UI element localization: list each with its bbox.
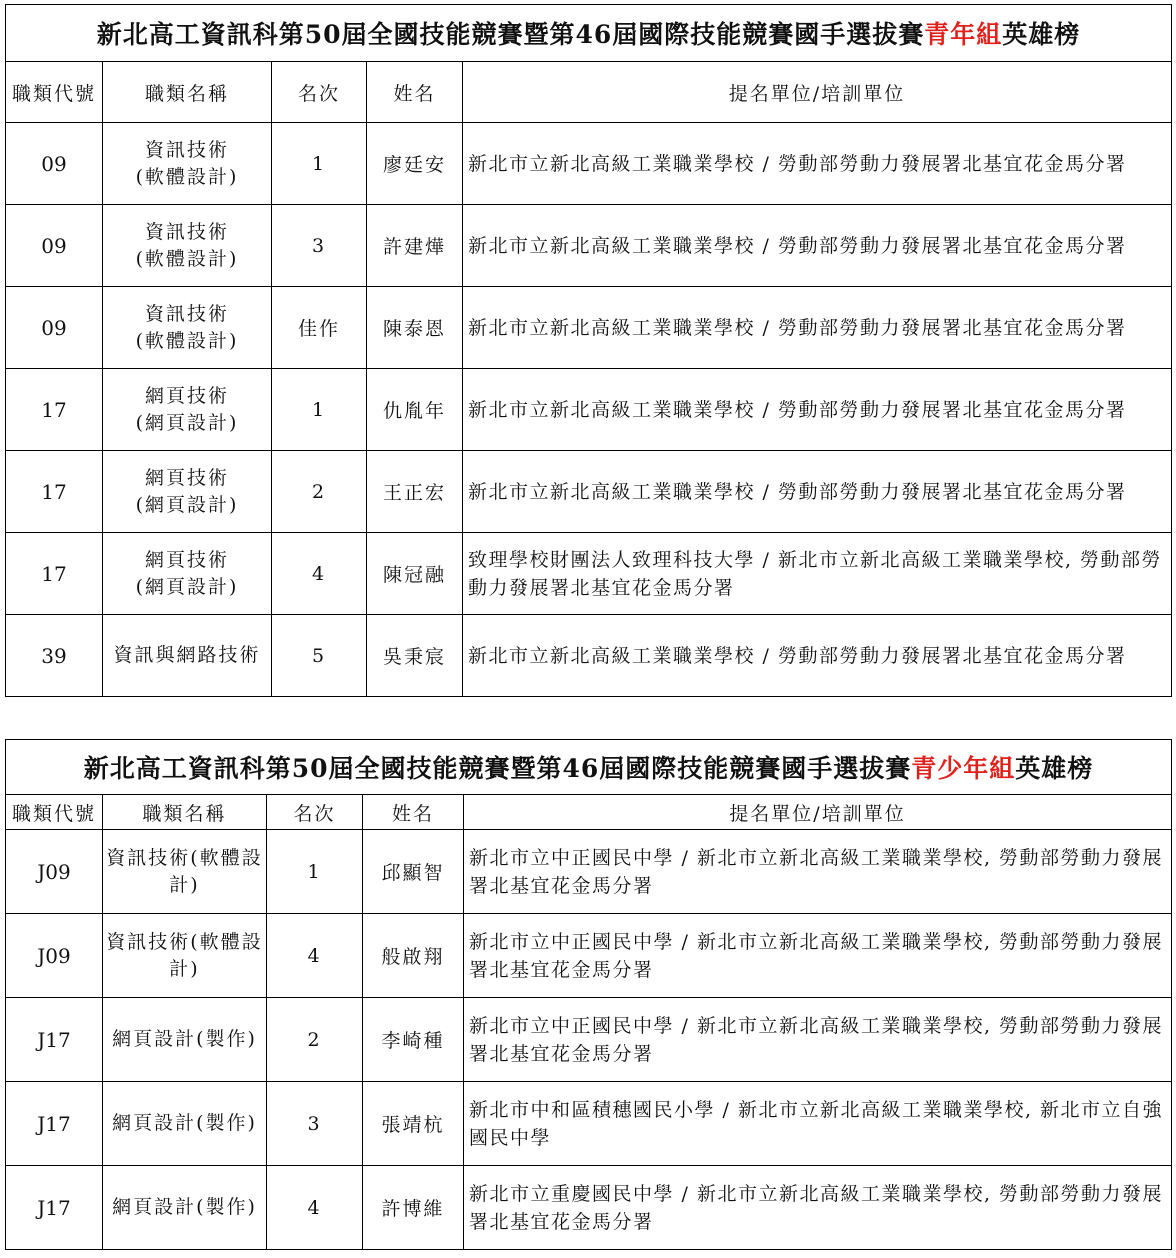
cell-code: 17 — [6, 451, 103, 533]
youth-honor-table — [5, 4, 1172, 697]
cell-unit: 新北市立新北高級工業職業學校 / 勞動部勞動力發展署北基宜花金馬分署 — [463, 451, 1172, 533]
cell-rank: 2 — [272, 451, 367, 533]
table-row — [6, 533, 1172, 615]
cell-code: J09 — [6, 914, 103, 998]
cell-code: J17 — [6, 1082, 103, 1166]
cell-rank: 1 — [272, 123, 367, 205]
header-rank: 名次 — [267, 795, 363, 830]
cell-unit: 新北市立新北高級工業職業學校 / 勞動部勞動力發展署北基宜花金馬分署 — [463, 287, 1172, 369]
cell-unit: 新北市立新北高級工業職業學校 / 勞動部勞動力發展署北基宜花金馬分署 — [463, 615, 1172, 697]
cell-code: J17 — [6, 1166, 103, 1250]
header-rank: 名次 — [272, 62, 367, 123]
cell-unit: 致理學校財團法人致理科技大學 / 新北市立新北高級工業職業學校, 勞動部勞動力發展署北基宜花金馬分署 — [463, 533, 1172, 615]
cell-code: 39 — [6, 615, 103, 697]
cell-name: 邱顯智 — [363, 830, 464, 914]
youth-table-title: 新北高工資訊科第50屆全國技能競賽暨第46屆國際技能競賽國手選拔賽青年組英雄榜 — [6, 5, 1172, 62]
junior-table-title: 新北高工資訊科第50屆全國技能競賽暨第46屆國際技能競賽國手選拔賽青少年組英雄榜 — [6, 740, 1172, 795]
cell-category: 資訊技術(軟體設 計) — [103, 914, 267, 998]
header-name: 姓名 — [363, 795, 464, 830]
cell-unit: 新北市立重慶國民中學 / 新北市立新北高級工業職業學校, 勞動部勞動力發展署北基宜花金馬分署 — [464, 1166, 1172, 1250]
table-row — [6, 998, 1172, 1082]
junior-honor-table — [5, 739, 1172, 1250]
cell-code: 09 — [6, 287, 103, 369]
header-unit: 提名單位/培訓單位 — [463, 62, 1172, 123]
cell-name: 仇胤年 — [367, 369, 463, 451]
cell-unit: 新北市立中正國民中學 / 新北市立新北高級工業職業學校, 勞動部勞動力發展署北基宜花金馬分署 — [464, 998, 1172, 1082]
cell-code: 17 — [6, 533, 103, 615]
table-row — [6, 1082, 1172, 1166]
header-name: 姓名 — [367, 62, 463, 123]
cell-name: 陳冠融 — [367, 533, 463, 615]
cell-category: 資訊技術 (軟體設計) — [103, 287, 272, 369]
header-category: 職類名稱 — [103, 795, 267, 830]
cell-category: 網頁技術 (網頁設計) — [103, 451, 272, 533]
cell-code: 17 — [6, 369, 103, 451]
cell-name: 般啟翔 — [363, 914, 464, 998]
cell-rank: 4 — [272, 533, 367, 615]
table-row — [6, 615, 1172, 697]
cell-rank: 2 — [267, 998, 363, 1082]
cell-category: 網頁設計(製作) — [103, 1082, 267, 1166]
cell-rank: 1 — [267, 830, 363, 914]
cell-unit: 新北市中和區積穗國民小學 / 新北市立新北高級工業職業學校, 新北市立自強國民中學 — [464, 1082, 1172, 1166]
cell-unit: 新北市立中正國民中學 / 新北市立新北高級工業職業學校, 勞動部勞動力發展署北基宜花金馬分署 — [464, 914, 1172, 998]
cell-name: 許博維 — [363, 1166, 464, 1250]
cell-unit: 新北市立新北高級工業職業學校 / 勞動部勞動力發展署北基宜花金馬分署 — [463, 123, 1172, 205]
youth-header-row — [6, 62, 1172, 123]
cell-code: J17 — [6, 998, 103, 1082]
cell-code: 09 — [6, 123, 103, 205]
cell-name: 李崎種 — [363, 998, 464, 1082]
cell-rank: 5 — [272, 615, 367, 697]
cell-rank: 3 — [272, 205, 367, 287]
cell-category: 網頁設計(製作) — [103, 1166, 267, 1250]
cell-name: 廖廷安 — [367, 123, 463, 205]
cell-rank: 1 — [272, 369, 367, 451]
cell-name: 張靖杭 — [363, 1082, 464, 1166]
header-code: 職類代號 — [6, 795, 103, 830]
header-code: 職類代號 — [6, 62, 103, 123]
cell-rank: 3 — [267, 1082, 363, 1166]
table-row — [6, 205, 1172, 287]
table-row — [6, 123, 1172, 205]
table-row — [6, 830, 1172, 914]
cell-category: 資訊技術 (軟體設計) — [103, 123, 272, 205]
cell-category: 資訊技術 (軟體設計) — [103, 205, 272, 287]
cell-rank: 佳作 — [272, 287, 367, 369]
junior-header-row — [6, 795, 1172, 830]
cell-category: 網頁設計(製作) — [103, 998, 267, 1082]
header-category: 職類名稱 — [103, 62, 272, 123]
cell-category: 網頁技術 (網頁設計) — [103, 369, 272, 451]
cell-unit: 新北市立中正國民中學 / 新北市立新北高級工業職業學校, 勞動部勞動力發展署北基宜花金馬分署 — [464, 830, 1172, 914]
cell-name: 陳泰恩 — [367, 287, 463, 369]
cell-category: 資訊技術(軟體設 計) — [103, 830, 267, 914]
cell-rank: 4 — [267, 914, 363, 998]
cell-code: J09 — [6, 830, 103, 914]
table-row — [6, 451, 1172, 533]
table-row — [6, 914, 1172, 998]
cell-unit: 新北市立新北高級工業職業學校 / 勞動部勞動力發展署北基宜花金馬分署 — [463, 369, 1172, 451]
cell-category: 資訊與網路技術 — [103, 615, 272, 697]
cell-name: 王正宏 — [367, 451, 463, 533]
cell-name: 吳秉宸 — [367, 615, 463, 697]
cell-code: 09 — [6, 205, 103, 287]
cell-rank: 4 — [267, 1166, 363, 1250]
table-row — [6, 369, 1172, 451]
table-row — [6, 1166, 1172, 1250]
cell-category: 網頁技術 (網頁設計) — [103, 533, 272, 615]
table-row — [6, 287, 1172, 369]
cell-name: 許建燁 — [367, 205, 463, 287]
cell-unit: 新北市立新北高級工業職業學校 / 勞動部勞動力發展署北基宜花金馬分署 — [463, 205, 1172, 287]
header-unit: 提名單位/培訓單位 — [464, 795, 1172, 830]
